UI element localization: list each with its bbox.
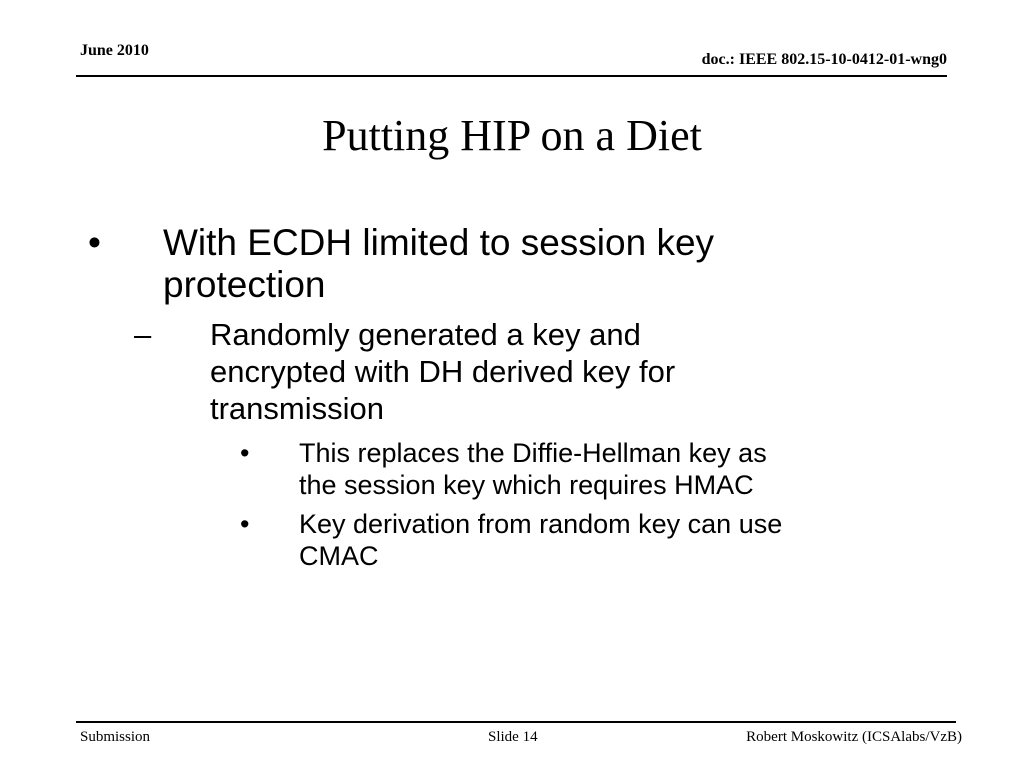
bullet-line: Key derivation from random key can use (299, 509, 783, 539)
bullet-marker-level1: • (88, 222, 101, 263)
bullet-level3 (299, 437, 767, 501)
bullet-line: CMAC (299, 541, 379, 571)
header-divider (76, 75, 947, 77)
bullet-level1 (163, 222, 714, 306)
slide-title: Putting HIP on a Diet (322, 111, 702, 160)
bullet-line: With ECDH limited to session key (163, 222, 715, 263)
bullet-level2 (210, 316, 675, 427)
header-document-id: doc.: IEEE 802.15-10-0412-01-wng0 (701, 51, 947, 68)
bullet-marker-level3: • (240, 438, 250, 468)
bullet-level3 (299, 508, 782, 572)
bullet-marker-level3: • (240, 509, 250, 539)
footer-divider (76, 721, 956, 723)
footer-slide-number: Slide 14 (488, 729, 538, 745)
bullet-marker-level2: – (134, 317, 152, 352)
header-date: June 2010 (80, 42, 149, 59)
bullet-line: encrypted with DH derived key for (210, 354, 676, 389)
footer-submission: Submission (80, 729, 151, 745)
bullet-line: the session key which requires HMAC (299, 470, 754, 500)
bullet-line: This replaces the Diffie-Hellman key as (299, 438, 767, 468)
footer-author: Robert Moskowitz (ICSAlabs/VzB) (746, 729, 962, 745)
bullet-line: protection (163, 264, 326, 305)
bullet-line: transmission (210, 391, 384, 426)
bullet-line: Randomly generated a key and (210, 317, 641, 352)
